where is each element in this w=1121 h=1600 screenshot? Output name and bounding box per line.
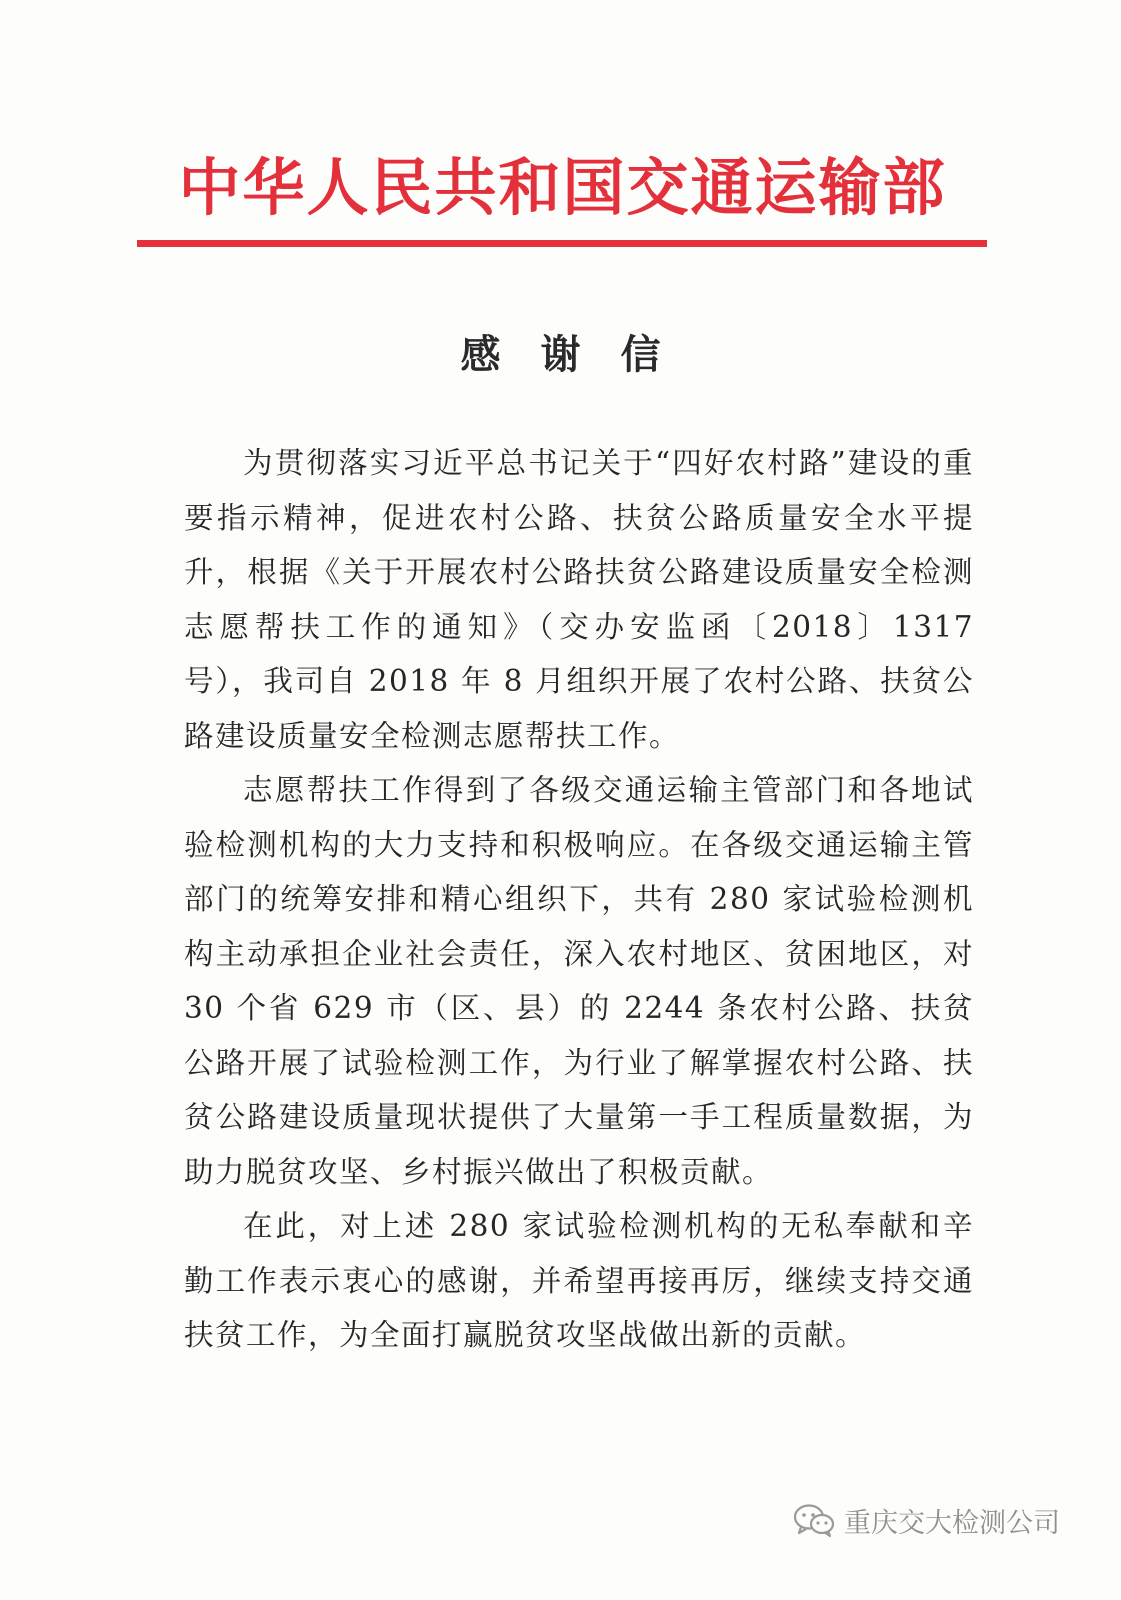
watermark-account-name: 重庆交大检测公司 [844,1507,1060,1539]
paragraph-1: 为贯彻落实习近平总书记关于“四好农村路”建设的重要指示精神，促进农村公路、扶贫公路质量安全水平提升，根据《关于开展农村公路扶贫公路建设质量安全检测志愿帮扶工作的通知》（交办安监函〔2018〕1317 号），我司自 2018 年 8 月组织开展了农村公路、扶贫公路建设质量安全检测志愿帮扶工作。 [184,446,974,753]
document-body [184,436,974,1363]
paragraph-3: 在此，对上述 280 家试验检测机构的无私奉献和辛勤工作表示衷心的感谢，并希望再接再厉，继续支持交通扶贫工作，为全面打赢脱贫攻坚战做出新的贡献。 [184,1209,974,1352]
document-title: 感谢信 [460,331,701,378]
letterhead-red-rule [137,240,987,247]
wechat-icon [792,1502,836,1538]
letterhead-title: 中华人民共和国交通运输部 [178,151,947,224]
source-watermark [792,1498,1060,1542]
paragraph-2: 志愿帮扶工作得到了各级交通运输主管部门和各地试验检测机构的大力支持和积极响应。在各级交通运输主管部门的统筹安排和精心组织下，共有 280 家试验检测机构主动承担企业社会责任，深入农村地区、贫困地区，对 30 个省 629 市（区、县）的 2244 条农村公路、扶贫公路开展了试验检测工作，为行业了解掌握农村公路、扶贫公路建设质量现状提供了大量第一手工程质量数据，为助力脱贫攻坚、乡村振兴做出了积极贡献。 [184,773,974,1189]
